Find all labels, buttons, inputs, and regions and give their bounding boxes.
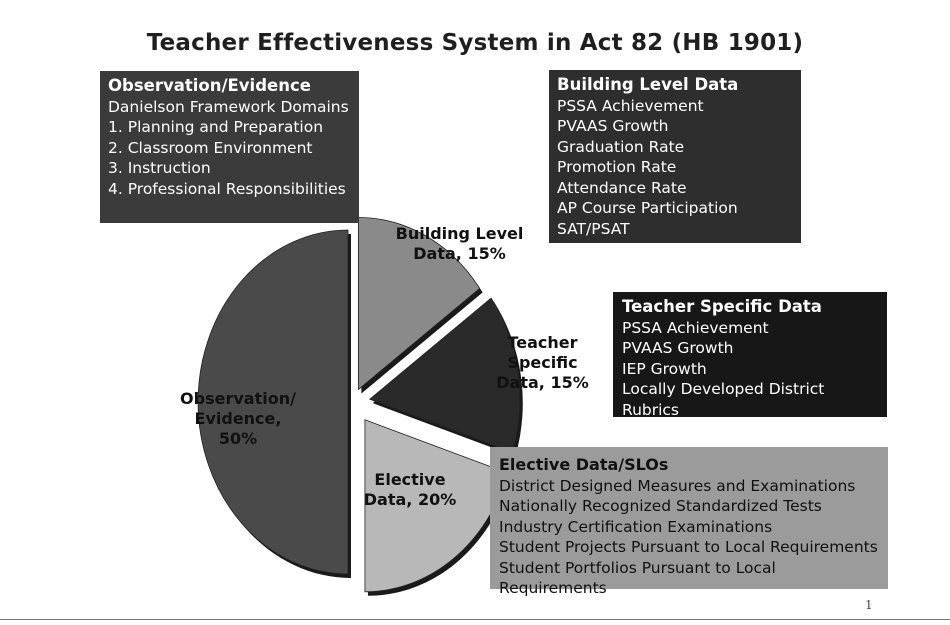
observation-slice-label (168, 389, 308, 449)
building-box-line: SAT/PSAT (557, 219, 630, 238)
observation-box-heading: Observation/Evidence (108, 76, 311, 95)
building-box-line: PSSA Achievement (557, 96, 704, 115)
building-level-data-box (549, 70, 801, 243)
teacher-specific-data-box (613, 292, 887, 417)
teacher-box-line: Locally Developed District Rubrics (622, 380, 825, 419)
building-slice-label-line1: Building Level (395, 224, 524, 243)
observation-box-line: 2. Classroom Environment (108, 138, 313, 157)
teacher-box-line: PSSA Achievement (622, 318, 769, 337)
observation-evidence-box (100, 71, 359, 223)
footer-rule (0, 619, 950, 620)
elective-box-line: Nationally Recognized Standardized Tests (499, 497, 822, 515)
observation-box-line: 4. Professional Responsibilities (108, 179, 346, 198)
observation-box-line: 1. Planning and Preparation (108, 118, 324, 136)
observation-box-line: Danielson Framework Domains (108, 97, 349, 116)
observation-box-line: 3. Instruction (108, 159, 211, 177)
teacher-slice-label-line2: Data, 15% (496, 373, 589, 392)
teacher-slice-label (470, 333, 615, 393)
elective-box-heading: Elective Data/SLOs (499, 455, 669, 474)
page-title: Teacher Effectiveness System in Act 82 (HB 1901) (146, 30, 804, 56)
building-box-line: Graduation Rate (557, 137, 685, 156)
teacher-box-heading: Teacher Specific Data (622, 297, 822, 316)
observation-slice-label-line3: 50% (218, 429, 258, 448)
building-box-line: AP Course Participation (557, 199, 738, 217)
elective-data-box (490, 447, 888, 597)
elective-box-line: District Designed Measures and Examinations (499, 476, 856, 495)
building-slice-label-line2: Data, 15% (413, 244, 506, 263)
observation-slice-label-line2: Evidence, (194, 409, 282, 428)
page-number: 1 (865, 598, 873, 612)
observation-slice-label-line1: Observation/ (180, 389, 296, 408)
teacher-box-line: PVAAS Growth (622, 339, 734, 357)
teacher-slice-label-line1: Teacher Specific (507, 333, 578, 372)
elective-box-line: Student Projects Pursuant to Local Requirements (499, 538, 878, 556)
elective-slice-label-line2: Data, 20% (363, 490, 457, 509)
building-box-heading: Building Level Data (557, 75, 739, 94)
building-box-line: Promotion Rate (557, 158, 677, 176)
elective-slice-label-line1: Elective (374, 470, 446, 489)
elective-box-line: Student Portfolios Pursuant to Local Requirements (499, 558, 776, 597)
building-box-line: Attendance Rate (557, 178, 687, 197)
elective-slice-label (355, 470, 465, 510)
building-box-line: PVAAS Growth (557, 117, 669, 135)
teacher-box-line: IEP Growth (622, 359, 707, 378)
elective-box-line: Industry Certification Examinations (499, 517, 773, 536)
building-slice-label (392, 224, 527, 264)
